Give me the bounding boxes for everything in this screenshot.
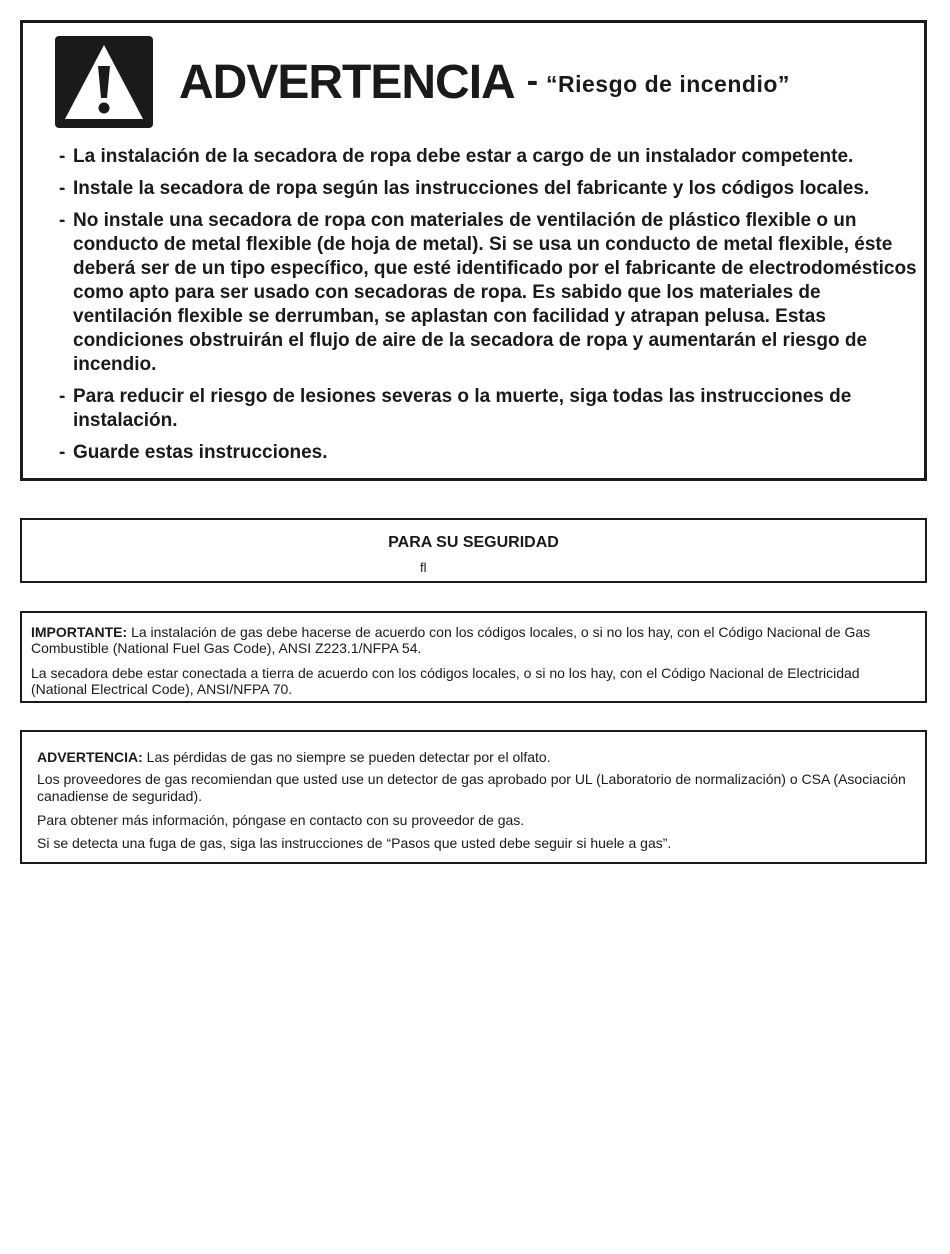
list-item: - No instale una secadora de ropa con materiales de ventilación de plástico flexible o un conducto de metal flexible (de hoja de metal). Si se usa un conducto de metal flexible, éste deberá ser de un tipo específico, que esté identificado por el fabricante de electrodomésticos como apto para ser usado con secadoras de ropa. Es sabido que los materiales de ventilación flexible se derrumban, se aplastan con facilidad y atrapan pelusa. Estas condiciones obstruirán el flujo de aire de la secadora de ropa y aumentarán el riesgo de incendio. xyxy=(59,209,921,377)
gas-detector-paragraph: Los proveedores de gas recomiendan que usted use un detector de gas aprobado por UL (Laboratorio de normalización) o CSA (Asociación canadiense de seguridad). xyxy=(37,771,906,804)
gas-warning-paragraph xyxy=(37,749,912,766)
safety-title: PARA SU SEGURIDAD xyxy=(388,534,559,551)
fire-warning-box xyxy=(20,20,927,481)
list-item: - Instale la secadora de ropa según las instrucciones del fabricante y los códigos locales. xyxy=(59,177,921,201)
safety-box xyxy=(20,518,927,583)
gas-info-paragraph: Para obtener más información, póngase en contacto con su proveedor de gas. xyxy=(37,812,525,828)
grounding-paragraph: La secadora debe estar conectada a tierra de acuerdo con los códigos locales, o si no los hay, con el Código Nacional de Electricidad (National Electrical Code), ANSI/NFPA 70. xyxy=(31,665,860,697)
important-paragraph xyxy=(31,624,911,656)
gas-warning-box xyxy=(20,730,927,864)
warning-triangle-icon xyxy=(55,36,153,128)
title-dash: - xyxy=(526,62,539,100)
safety-glyph: ﬂ xyxy=(420,560,427,575)
gas-leak-paragraph: Si se detecta una fuga de gas, siga las instrucciones de “Pasos que usted debe seguir si huele a gas”. xyxy=(37,835,672,851)
important-notice-box xyxy=(20,611,927,703)
list-item: - Guarde estas instrucciones. xyxy=(59,441,921,465)
important-text: La instalación de gas debe hacerse de acuerdo con los códigos locales, o si no los hay, con el Código Nacional de Gas Combustible (National Fuel Gas Code), ANSI Z223.1/NFPA 54. xyxy=(31,624,871,656)
gas-warning-label: ADVERTENCIA: xyxy=(37,749,143,765)
fire-warning-heading xyxy=(179,55,790,110)
gas-warning-text: Las pérdidas de gas no siempre se pueden detectar por el olfato. xyxy=(142,749,551,765)
warning-subtitle: “Riesgo de incendio” xyxy=(546,71,790,97)
list-item: - La instalación de la secadora de ropa debe estar a cargo de un instalador competente. xyxy=(59,145,921,169)
important-label: IMPORTANTE: xyxy=(31,624,128,640)
list-item: - Para reducir el riesgo de lesiones severas o la muerte, siga todas las instrucciones de instalación. xyxy=(59,385,921,433)
warning-title: ADVERTENCIA xyxy=(179,56,515,109)
fire-warning-list xyxy=(59,145,921,473)
